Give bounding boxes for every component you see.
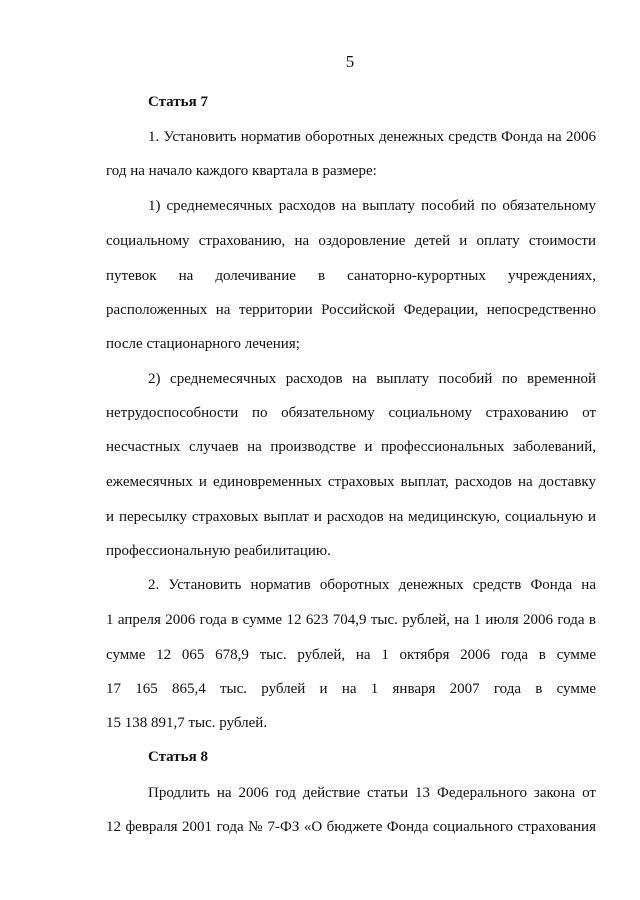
article-7-p2-line-3: сумме 12 065 678,9 тыс. рублей, на 1 октября 2006 года в сумме [106, 647, 596, 663]
article-7-item2-line-5: и пересылку страховых выплат и расходов на медицинскую, социальную и [106, 509, 596, 525]
article-7-p1-line-1: 1. Установить норматив оборотных денежных средств Фонда на 2006 [148, 129, 596, 145]
article-8-heading: Статья 8 [148, 749, 208, 765]
article-7-p2-line-1: 2. Установить норматив оборотных денежных средств Фонда на [148, 577, 596, 593]
article-7-item1-line-3: путевок на долечивание в санаторно-курортных учреждениях, [106, 268, 596, 284]
article-8-p1-line-2: 12 февраля 2001 года № 7-ФЗ «О бюджете Фонда социального страхования [106, 819, 596, 835]
page-number: 5 [345, 52, 355, 71]
article-7-item2-line-4: ежемесячных и единовременных страховых выплат, расходов на доставку [106, 474, 596, 490]
article-7-item1-line-5: после стационарного лечения; [106, 336, 300, 352]
article-7-item2-line-3: несчастных случаев на производстве и профессиональных заболеваний, [106, 439, 596, 455]
article-8-p1-line-1: Продлить на 2006 год действие статьи 13 Федерального закона от [148, 785, 596, 801]
article-7-p1-line-2: год на начало каждого квартала в размере: [106, 163, 377, 179]
article-7-item1-line-2: социальному страхованию, на оздоровление детей и оплату стоимости [106, 233, 596, 249]
article-7-p2-line-5: 15 138 891,7 тыс. рублей. [106, 715, 268, 731]
article-7-p2-line-4: 17 165 865,4 тыс. рублей и на 1 января 2007 года в сумме [106, 681, 596, 697]
article-7-item1-line-4: расположенных на территории Российской Федерации, непосредственно [106, 302, 596, 318]
article-7-item2-line-2: нетрудоспособности по обязательному социальному страхованию от [106, 405, 596, 421]
article-7-item2-line-1: 2) среднемесячных расходов на выплату пособий по временной [148, 371, 596, 387]
article-7-item1-line-1: 1) среднемесячных расходов на выплату пособий по обязательному [148, 198, 596, 214]
article-7-item2-line-6: профессиональную реабилитацию. [106, 543, 331, 559]
article-7-heading: Статья 7 [148, 94, 208, 110]
article-7-p2-line-2: 1 апреля 2006 года в сумме 12 623 704,9 тыс. рублей, на 1 июля 2006 года в [106, 612, 596, 628]
